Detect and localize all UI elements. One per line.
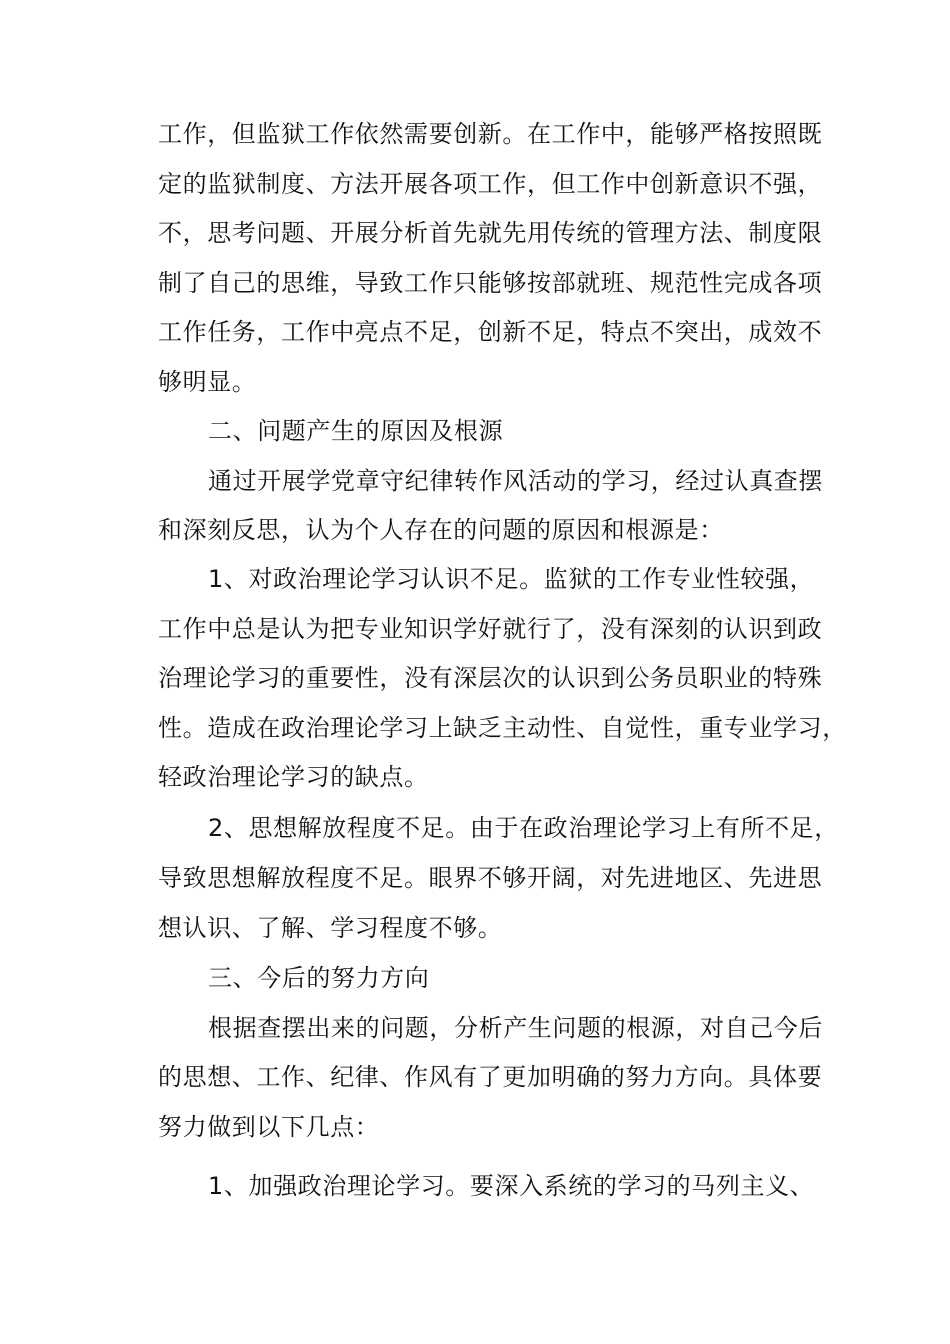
list-item-line: 1、对政治理论学习认识不足。监狱的工作专业性较强， [208,565,815,593]
paragraph-line: 够明显。 [158,368,257,396]
paragraph-line: 根据查摆出来的问题，分析产生问题的根源，对自己今后 [208,1014,823,1042]
section-heading: 三、今后的努力方向 [208,964,430,992]
paragraph-line: 不，思考问题、开展分析首先就先用传统的管理方法、制度限 [158,219,823,247]
paragraph-line: 性。造成在政治理论学习上缺乏主动性、自觉性，重专业学习， [158,714,847,742]
paragraph-line: 的思想、工作、纪律、作风有了更加明确的努力方向。具体要 [158,1063,823,1091]
list-item-line: 2、思想解放程度不足。由于在政治理论学习上有所不足， [208,814,839,842]
paragraph-line: 想认识、了解、学习程度不够。 [158,914,503,942]
paragraph-line: 通过开展学党章守纪律转作风活动的学习，经过认真查摆 [208,467,823,495]
paragraph-line: 和深刻反思，认为个人存在的问题的原因和根源是： [158,516,724,544]
paragraph-line: 定的监狱制度、方法开展各项工作，但工作中创新意识不强， [158,170,823,198]
paragraph-line: 治理论学习的重要性，没有深层次的认识到公务员职业的特殊 [158,664,823,692]
paragraph-line: 导致思想解放程度不足。眼界不够开阔，对先进地区、先进思 [158,864,823,892]
paragraph-line: 工作任务，工作中亮点不足，创新不足，特点不突出，成效不 [158,318,823,346]
section-heading: 二、问题产生的原因及根源 [208,417,504,445]
paragraph-line: 努力做到以下几点： [158,1113,380,1141]
paragraph-line: 制了自己的思维，导致工作只能够按部就班、规范性完成各项 [158,269,823,297]
paragraph-line: 轻政治理论学习的缺点。 [158,763,429,791]
paragraph-line: 工作，但监狱工作依然需要创新。在工作中，能够严格按照既 [158,120,823,148]
list-item-line: 1、加强政治理论学习。要深入系统的学习的马列主义、 [208,1172,815,1200]
paragraph-line: 工作中总是认为把专业知识学好就行了，没有深刻的认识到政 [158,615,823,643]
